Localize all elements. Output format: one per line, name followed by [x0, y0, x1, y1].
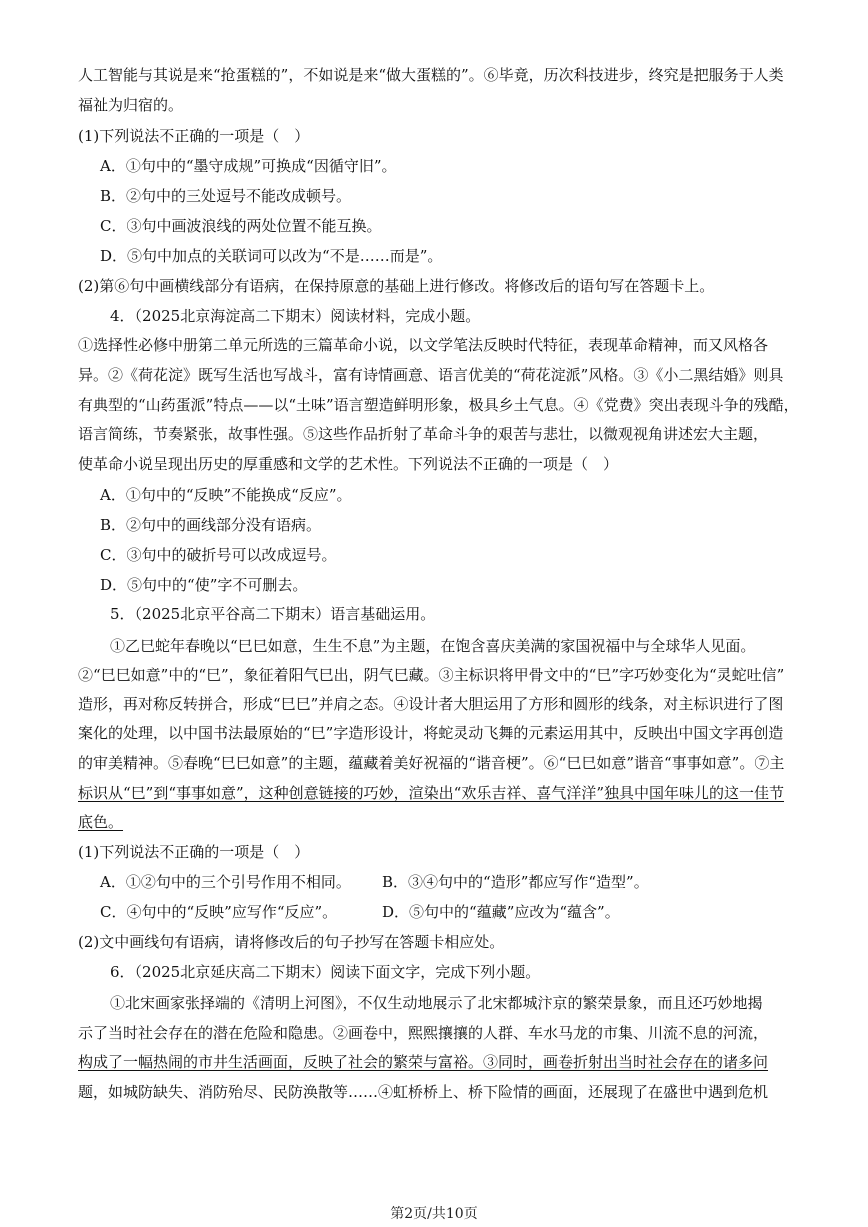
question-heading: 5．（2025北京平谷高二下期末）语言基础运用。	[110, 605, 436, 623]
text-line: 示了当时社会存在的潜在危险和隐患。②画卷中，熙熙攘攘的人群、车水马龙的市集、川流不息的河流，	[78, 1024, 769, 1042]
option-a: A．①②句中的三个引号作用不相同。	[100, 873, 351, 891]
option-line: A．①句中的“墨守成规”可换成“因循守旧”。	[100, 157, 397, 175]
text-line: 案化的处理，以中国书法最原始的“巳”字造形设计，将蛇灵动飞舞的元素运用其中，反映出中国文字再创造	[78, 724, 784, 742]
option-line: B．②句中的画线部分没有语病。	[100, 516, 322, 534]
text-line: ①选择性必修中册第二单元所选的三篇革命小说，以文学笔法反映时代特征，表现革命精神，而又风格各	[78, 336, 769, 354]
option-line: B．②句中的三处逗号不能改成顿号。	[100, 187, 352, 205]
text-line: ①北宋画家张择端的《清明上河图》，不仅生动地展示了北宋都城汴京的繁荣景象，而且还巧妙地揭	[110, 994, 763, 1012]
question-stem: (1)下列说法不正确的一项是（ ）	[78, 843, 310, 861]
text-line: 人工智能与其说是来“抢蛋糕的”，不如说是来“做大蛋糕的”。⑥毕竟，历次科技进步，终究是把服务于人类	[78, 66, 784, 84]
option-line: D．⑤句中加点的关联词可以改为“不是……而是”。	[100, 247, 443, 265]
text-line: 的审美精神。⑤春晚“巳巳如意”的主题，蕴藏着美好祝福的“谐音梗”。⑥“巳巳如意”谐音“事事如意”。⑦主	[78, 754, 785, 772]
option-line: C．③句中的破折号可以改成逗号。	[100, 546, 337, 564]
underlined-line: 构成了一幅热闹的市井生活画面，反映了社会的繁荣与富裕。③同时，画卷折射出当时社会存在的诸多问	[78, 1053, 769, 1071]
option-b: B．③④句中的“造形”都应写作“造型”。	[382, 873, 649, 891]
option-line: C．③句中画波浪线的两处位置不能互换。	[100, 217, 382, 235]
question-stem: (1)下列说法不正确的一项是（ ）	[78, 127, 310, 145]
text-line: 福祉为归宿的。	[78, 96, 184, 114]
question-heading: 6．（2025北京延庆高二下期末）阅读下面文字，完成下列小题。	[110, 963, 541, 981]
option-line: A．①句中的“反映”不能换成“反应”。	[100, 486, 352, 504]
text-line: 异。②《荷花淀》既写生活也写战斗，富有诗情画意、语言优美的“荷花淀派”风格。③《小二黑结婚》则具	[78, 366, 784, 384]
text-line: 使革命小说呈现出历史的厚重感和文学的艺术性。下列说法不正确的一项是（ ）	[78, 455, 619, 473]
underlined-line: 标识从“巳”到“事事如意”，这种创意链接的巧妙，渲染出“欢乐吉祥、喜气洋洋”独具中国年味儿的这一佳节	[78, 784, 785, 802]
underlined-line: 底色。	[78, 813, 124, 831]
text-line: 有典型的“山药蛋派”特点——以“土味”语言塑造鲜明形象，极具乡土气息。④《党费》突出表现斗争的残酷，	[78, 396, 799, 414]
question-stem: (2)文中画线句有语病，请将修改后的句子抄写在答题卡相应处。	[78, 933, 505, 951]
text-line: 题，如城防缺失、消防殆尽、民防涣散等……④虹桥桥上、桥下险情的画面，还展现了在盛世中遇到危机	[78, 1083, 769, 1101]
text-line: ②“巳巳如意”中的“巳”，象征着阳气巳出，阴气巳藏。③主标识将甲骨文中的“巳”字巧妙变化为“灵蛇吐信”	[78, 666, 785, 684]
text-line: ①乙巳蛇年春晚以“巳巳如意，生生不息”为主题，在饱含喜庆美满的家国祝福中与全球华人见面。	[110, 637, 756, 655]
page-footer: 第2页/共10页	[390, 1206, 478, 1222]
option-d: D．⑤句中的“蕴藏”应改为“蕴含”。	[382, 903, 620, 921]
option-c: C．④句中的“反映”应写作“反应”。	[100, 903, 338, 921]
question-stem: (2)第⑥句中画横线部分有语病，在保持原意的基础上进行修改。将修改后的语句写在答题卡上。	[78, 277, 715, 295]
text-line: 造形，再对称反转拼合，形成“巳巳”并肩之态。④设计者大胆运用了方形和圆形的线条，对主标识进行了图	[78, 695, 784, 713]
option-line: D．⑤句中的“使”字不可删去。	[100, 576, 308, 594]
question-heading: 4．（2025北京海淀高二下期末）阅读材料，完成小题。	[110, 307, 481, 325]
text-line: 语言简练，节奏紧张，故事性强。⑤这些作品折射了革命斗争的艰苦与悲壮，以微观视角讲述宏大主题，	[78, 425, 769, 443]
